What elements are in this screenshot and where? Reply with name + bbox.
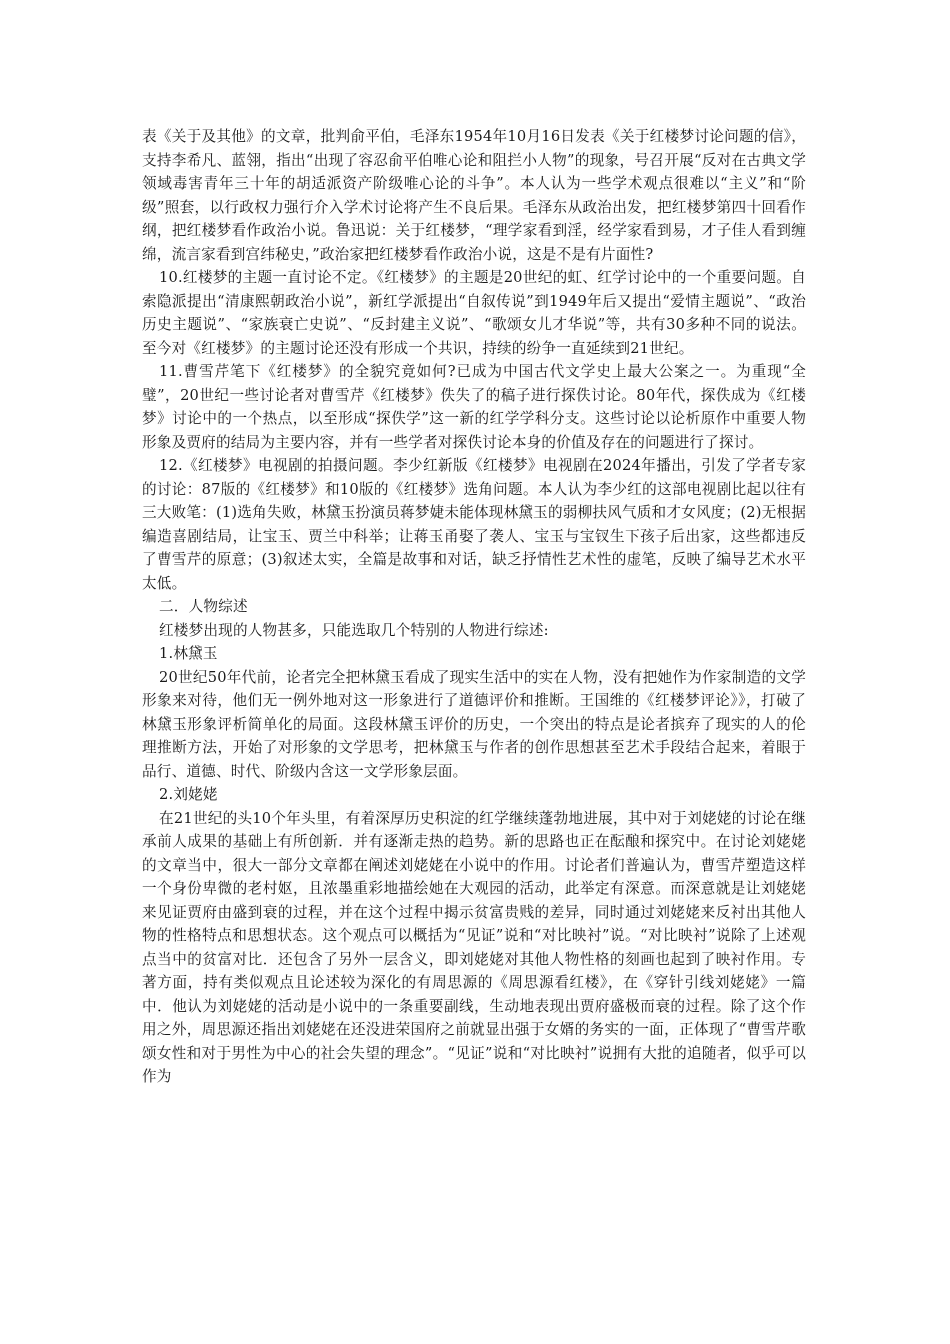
subheading-liu-laolao: 2.刘姥姥	[159, 786, 218, 803]
section-intro: 红楼梦出现的人物甚多，只能选取几个特别的人物进行综述:	[159, 621, 549, 639]
paragraph-item-10: 10.红楼梦的主题一直讨论不定。《红楼梦》的主题是20世纪的虹、红学讨论中的一个重要问题。自索隐派提出“清康熙朝政治小说”，新红学派提出“自叙传说”到1949年后又提出“爱情主题说”、“政治历史主题说”、“家族衰亡史说”、“反封建主义说”、“歌颂女儿才华说”等，共有30多种不同的说法。至今对《红楼梦》的主题讨论还没有形成一个共识，持续的纷争一直延续到21世纪。	[142, 269, 806, 357]
subheading-lin-daiyu: 1.林黛玉	[159, 645, 218, 662]
paragraph-item-11: 11.曹雪芹笔下《红楼梦》的全貌究竟如何?已成为中国古代文学史上最大公案之一。为重现“全璧”，20世纪一些讨论者对曹雪芹《红楼梦》佚失了的稿子进行探佚讨论。80年代，探佚成为《红楼梦》讨论中的一个热点，以至形成“探佚学”这一新的红学学科分支。这些讨论以论析原作中重要人物形象及贾府的结局为主要内容，并有一些学者对探佚讨论本身的价值及存在的问题进行了探讨。	[142, 363, 806, 451]
paragraph-liu-laolao: 在21世纪的头10个年头里，有着深厚历史积淀的红学继续蓬勃地进展，其中对于刘姥姥的讨论在继承前人成果的基础上有所创新．并有逐渐走热的趋势。新的思路也正在酝酿和探究中。在讨论刘姥姥的文章当中，很大一部分文章都在阐述刘姥姥在小说中的作用。讨论者们普遍认为，曹雪芹塑造这样一个身份卑微的老村妪，且浓墨重彩地描绘她在大观园的活动，此举定有深意。而深意就是让刘姥姥来见证贾府由盛到衰的过程，并在这个过程中揭示贫富贵贱的差异，同时通过刘姥姥来反衬出其他人物的性格特点和思想状态。这个观点可以概括为“见证”说和“对比映衬”说。“对比映衬”说除了上述观点当中的贫富对比．还包含了另外一层含义，即刘姥姥对其他人物性格的刻画也起到了映衬作用。专著方面，持有类似观点且论述较为深化的有周思源的《周思源看红楼》，在《穿针引线刘姥姥》一篇中．他认为刘姥姥的活动是小说中的一条重要副线，生动地表现出贾府盛极而衰的过程。除了这个作用之外，周思源还指出刘姥姥在还没进荣国府之前就显出强于女婿的务实的一面，正体现了“曹雪芹歌颂女性和对于男性为中心的社会失望的理念”。“见证”说和“对比映衬”说拥有大批的追随者，似乎可以作为	[142, 809, 806, 1085]
section-heading-characters: 二．人物综述	[159, 598, 248, 615]
document-body	[142, 125, 806, 1089]
paragraph-item-12: 12.《红楼梦》电视剧的拍摄问题。李少红新版《红楼梦》电视剧在2024年播出，引发了学者专家的讨论：87版的《红楼梦》和10版的《红楼梦》选角问题。本人认为李少红的这部电视剧比起以往有三大败笔：(1)选角失败，林黛玉扮演员蒋梦婕未能体现林黛玉的弱柳扶风气质和才女风度；(2)无根据编造喜剧结局，让宝玉、贾兰中科举；让蒋玉甬娶了袭人、宝玉与宝钗生下孩子后出家，这些都违反了曹雪芹的原意；(3)叙述太实，全篇是故事和对话，缺乏抒情性艺术性的虚笔，反映了编导艺术水平太低。	[142, 457, 806, 592]
paragraph-continuation: 表《关于及其他》的文章，批判俞平伯，毛泽东1954年10月16日发表《关于红楼梦讨论问题的信》，支持李希凡、蓝翎，指出“出现了容忍俞平伯唯心论和阻拦小人物”的现象，号召开展“反对在古典文学领域毒害青年三十年的胡适派资产阶级唯心论的斗争”。本人认为一些学术观点很难以“主义”和“阶级”照套，以行政权力强行介入学术讨论将产生不良后果。毛泽东从政治出发，把红楼梦第四十回看作纲，把红楼梦看作政治小说。鲁迅说：关于红楼梦，“理学家看到淫，经学家看到易，才子佳人看到缠绵，流言家看到宫纬秘史，”政治家把红楼梦看作政治小说，这是不是有片面性?	[142, 128, 806, 263]
paragraph-lin-daiyu: 20世纪50年代前，论者完全把林黛玉看成了现实生活中的实在人物，没有把她作为作家制造的文学形象来对待，他们无一例外地对这一形象进行了道德评价和推断。王国维的《红楼梦评论》》，打破了林黛玉形象评析简单化的局面。这段林黛玉评价的历史，一个突出的特点是论者摈弃了现实的人的伦理推断方法，开始了对形象的文学思考，把林黛玉与作者的创作思想甚至艺术手段结合起来，着眼于品行、道德、时代、阶级内含这一文学形象层面。	[142, 668, 806, 780]
